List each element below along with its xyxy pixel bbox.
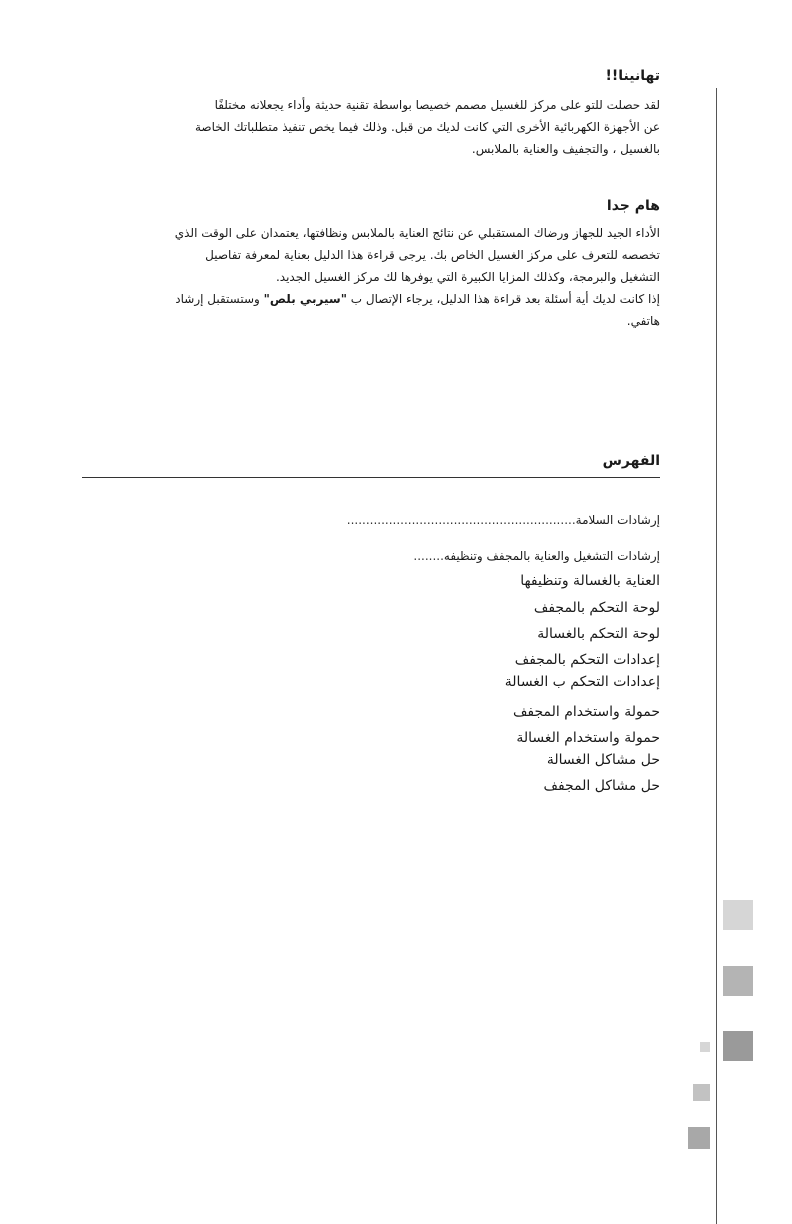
toc-item-dryer-loading[interactable]: حمولة واستخدام المجفف xyxy=(512,704,660,720)
toc-item-washer-panel[interactable]: لوحة التحكم بالغسالة xyxy=(537,626,660,642)
intro-line: بالغسيل ، والتجفيف والعناية بالملابس. xyxy=(471,142,660,156)
toc-heading: الفهرس xyxy=(602,453,660,469)
toc-item-dryer-operation[interactable] xyxy=(413,549,660,563)
intro-line: عن الأجهزة الكهربائية الأخرى التي كانت لديك من قبل. وذلك فيما يخص تنفيذ متطلباتك الخاصة xyxy=(194,120,660,134)
contact-prefix: إذا كانت لديك أية أسئلة بعد قراءة هذا الدليل، يرجاء الإتصال ب xyxy=(350,292,660,306)
tab-square-light xyxy=(723,900,753,930)
toc-item-dots: ........ xyxy=(413,549,444,563)
marker-square-small xyxy=(700,1042,710,1052)
important-line: التشغيل والبرمجة، وكذلك المزايا الكبيرة التي يوفرها لك مركز الغسيل الجديد. xyxy=(275,270,660,284)
toc-item-washer-troubleshooting[interactable]: حل مشاكل الغسالة xyxy=(546,752,660,768)
contact-line xyxy=(80,288,660,310)
toc-divider xyxy=(82,477,660,478)
marker-square-large xyxy=(688,1127,710,1149)
intro-line: لقد حصلت للتو على مركز للغسيل مصمم خصيصا بواسطة تقنية حديثة وأداء يجعلانه مختلفًا xyxy=(214,98,660,112)
important-line: تخصصه للتعرف على مركز الغسيل الخاص بك. يرجى قراءة هذا الدليل بعناية لمعرفة تفاصيل xyxy=(205,248,660,262)
marker-square-medium xyxy=(693,1084,710,1101)
tab-square-mid xyxy=(723,966,753,996)
contact-suffix: وستستقبل إرشاد xyxy=(175,292,260,306)
contact-name: "سيربي بلص" xyxy=(263,292,347,306)
toc-item-washer-care[interactable]: العناية بالغسالة وتنظيفها xyxy=(520,573,660,589)
margin-rule xyxy=(716,88,717,1224)
contact-last-line: هاتفي. xyxy=(626,314,660,328)
toc-item-dryer-settings[interactable]: إعدادات التحكم بالمجفف xyxy=(514,652,660,668)
important-line: الأداء الجيد للجهاز ورضاك المستقبلي عن نتائج العناية بالملابس ونظافتها، يعتمدان على الوقت الذي xyxy=(174,226,660,240)
toc-item-washer-settings[interactable]: إعدادات التحكم ب الغسالة xyxy=(504,674,660,690)
toc-item-dots: ............................................................ xyxy=(346,513,576,527)
toc-item-dryer-troubleshooting[interactable]: حل مشاكل المجفف xyxy=(543,778,660,794)
tab-square-dark xyxy=(723,1031,753,1061)
toc-item-dryer-panel[interactable]: لوحة التحكم بالمجفف xyxy=(533,600,660,616)
toc-item-safety[interactable] xyxy=(347,513,660,527)
intro-heading: تهانينا!! xyxy=(605,68,660,84)
intro-paragraph xyxy=(80,94,660,160)
toc-item-label: إرشادات السلامة xyxy=(575,513,660,527)
toc-item-washer-loading[interactable]: حمولة واستخدام الغسالة xyxy=(516,730,660,746)
toc-item-label: إرشادات التشغيل والعناية بالمجفف وتنظيفه xyxy=(443,549,660,563)
important-heading: هام جدا xyxy=(606,198,660,214)
important-paragraph xyxy=(80,222,660,332)
